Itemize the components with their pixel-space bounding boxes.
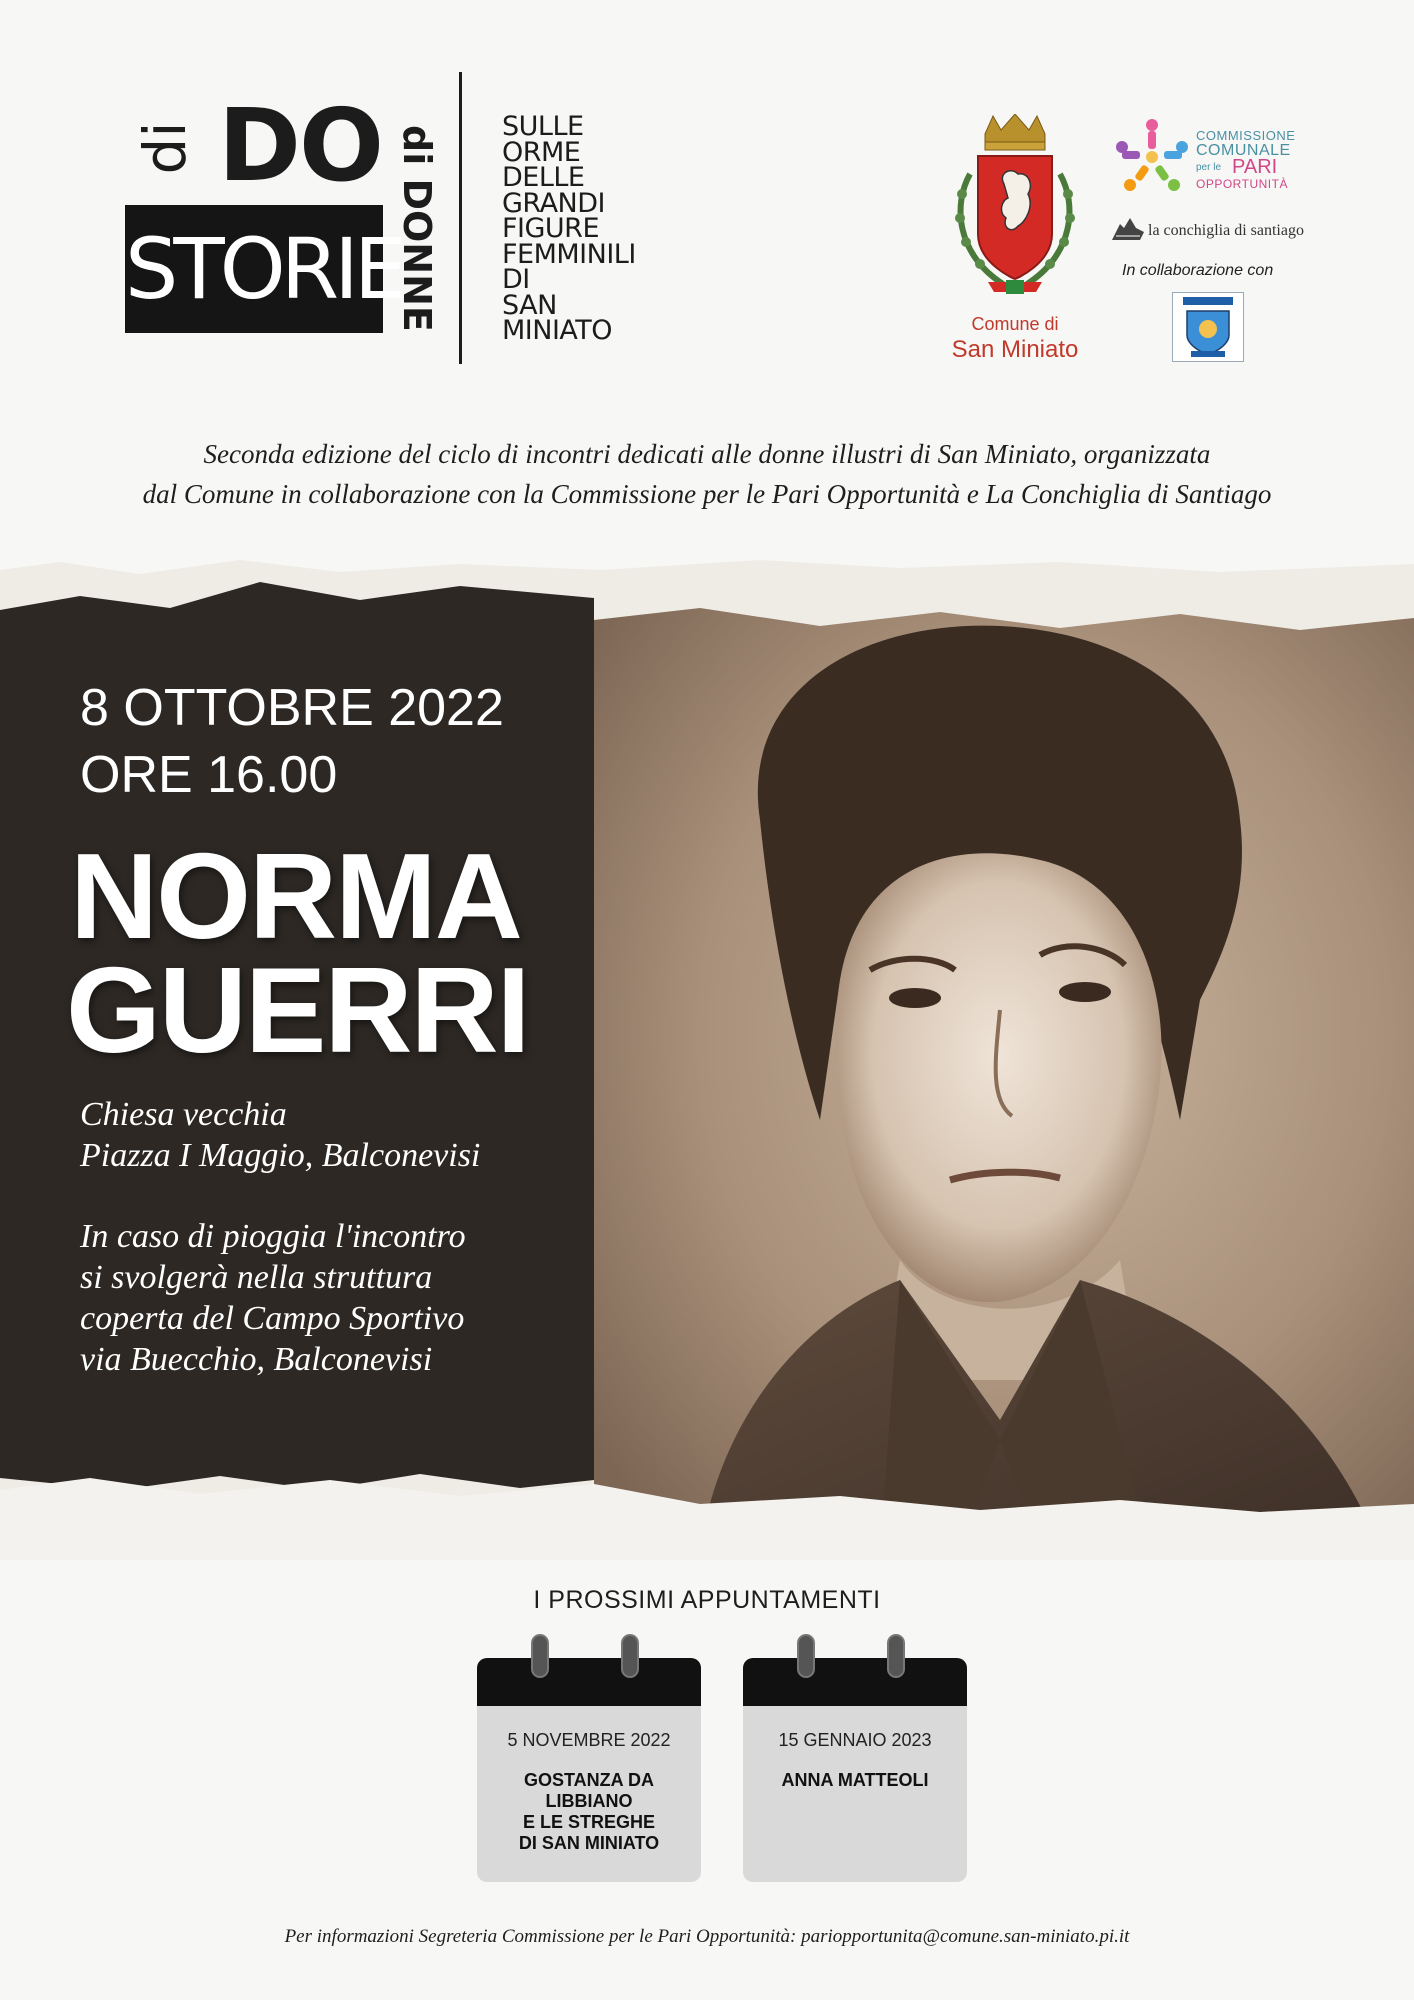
tagline-line: FEMMINILI — [502, 238, 636, 270]
calendar-ring-icon — [797, 1634, 815, 1678]
calendar-title-line: ANNA MATTEOLI — [781, 1770, 929, 1790]
commission-line-4: OPPORTUNITÀ — [1196, 177, 1288, 191]
comune-crest-icon — [948, 114, 1082, 298]
rain-notice-line-4: via Buecchio, Balconevisi — [80, 1341, 433, 1378]
rain-notice-line-2: si svolgerà nella struttura — [80, 1259, 433, 1296]
commission-people-icon — [1112, 117, 1192, 197]
shell-pilgrim-icon — [1110, 214, 1146, 242]
tagline-line: SAN — [502, 289, 557, 321]
venue-line-1: Chiesa vecchia — [80, 1096, 287, 1133]
calendar-ring-icon — [887, 1634, 905, 1678]
conchiglia-label: la conchiglia di santiago — [1148, 222, 1304, 239]
rain-notice-line-1: In caso di pioggia l'incontro — [80, 1218, 466, 1255]
commission-line-1: COMMISSIONE — [1196, 128, 1296, 143]
balconevisi-badge-icon — [1173, 293, 1243, 361]
event-date: 8 OTTOBRE 2022 — [80, 679, 504, 737]
intro-line-2: dal Comune in collaborazione con la Commissione per le Pari Opportunità e La Conchiglia di Santiago — [142, 479, 1272, 509]
calendar-card — [477, 1658, 701, 1882]
upcoming-title: I PROSSIMI APPUNTAMENTI — [533, 1586, 881, 1614]
calendar-title-line: DI SAN MINIATO — [518, 1833, 660, 1853]
venue-line-2: Piazza I Maggio, Balconevisi — [80, 1137, 481, 1174]
logo-di-donne-text: di DONNE — [395, 125, 439, 332]
collaboration-label: In collaborazione con — [1122, 262, 1274, 279]
calendar-ring-icon — [621, 1634, 639, 1678]
commission-line-3a: per le — [1196, 162, 1222, 173]
tagline-line: DELLE — [502, 162, 585, 193]
commission-line-2: COMUNALE — [1196, 142, 1291, 159]
calendar-card — [743, 1658, 967, 1882]
calendar-title-line: LIBBIANO — [545, 1791, 633, 1811]
balconevisi-logo — [1172, 292, 1244, 362]
calendar-header — [477, 1658, 701, 1706]
tagline-line: SULLE — [502, 111, 584, 142]
honoree-first-name: NORMA — [70, 828, 521, 964]
tagline — [502, 111, 702, 346]
honoree-last-name: GUERRI — [66, 942, 529, 1078]
comune-di-label: Comune di — [971, 314, 1059, 334]
calendar-title-line: E LE STREGHE — [522, 1812, 656, 1832]
commission-line-3b: PARI — [1232, 156, 1278, 178]
calendar-date: 15 GENNAIO 2023 — [778, 1730, 932, 1750]
tagline-line: MINIATO — [502, 315, 613, 346]
calendar-title — [743, 1770, 967, 1791]
header-divider — [459, 72, 462, 364]
intro-line-1: Seconda edizione del ciclo di incontri dedicati alle donne illustri di San Miniato, organizzata — [203, 439, 1211, 469]
calendar-title-line: GOSTANZA DA — [524, 1770, 654, 1790]
calendar-date: 5 NOVEMBRE 2022 — [507, 1730, 671, 1750]
tagline-line: GRANDI — [502, 187, 606, 219]
calendar-ring-icon — [531, 1634, 549, 1678]
footer-contact: Per informazioni Segreteria Commissione per le Pari Opportunità: pariopportunita@comune.san-miniato.pi.it — [284, 1926, 1130, 1947]
logo-storie-text: STORIE — [125, 220, 402, 318]
comune-name-label: San Miniato — [951, 336, 1079, 363]
intro-text — [60, 434, 1354, 514]
rain-notice-line-3: coperta del Campo Sportivo — [80, 1300, 465, 1337]
tagline-line: FIGURE — [502, 213, 599, 244]
event-time: ORE 16.00 — [80, 746, 338, 804]
tagline-line: DI — [502, 264, 530, 295]
calendar-title — [477, 1770, 701, 1854]
tagline-line: ORME — [502, 136, 581, 168]
logo-do-text: DO — [218, 87, 383, 204]
calendar-header — [743, 1658, 967, 1706]
logo-di-text: di — [131, 121, 199, 175]
